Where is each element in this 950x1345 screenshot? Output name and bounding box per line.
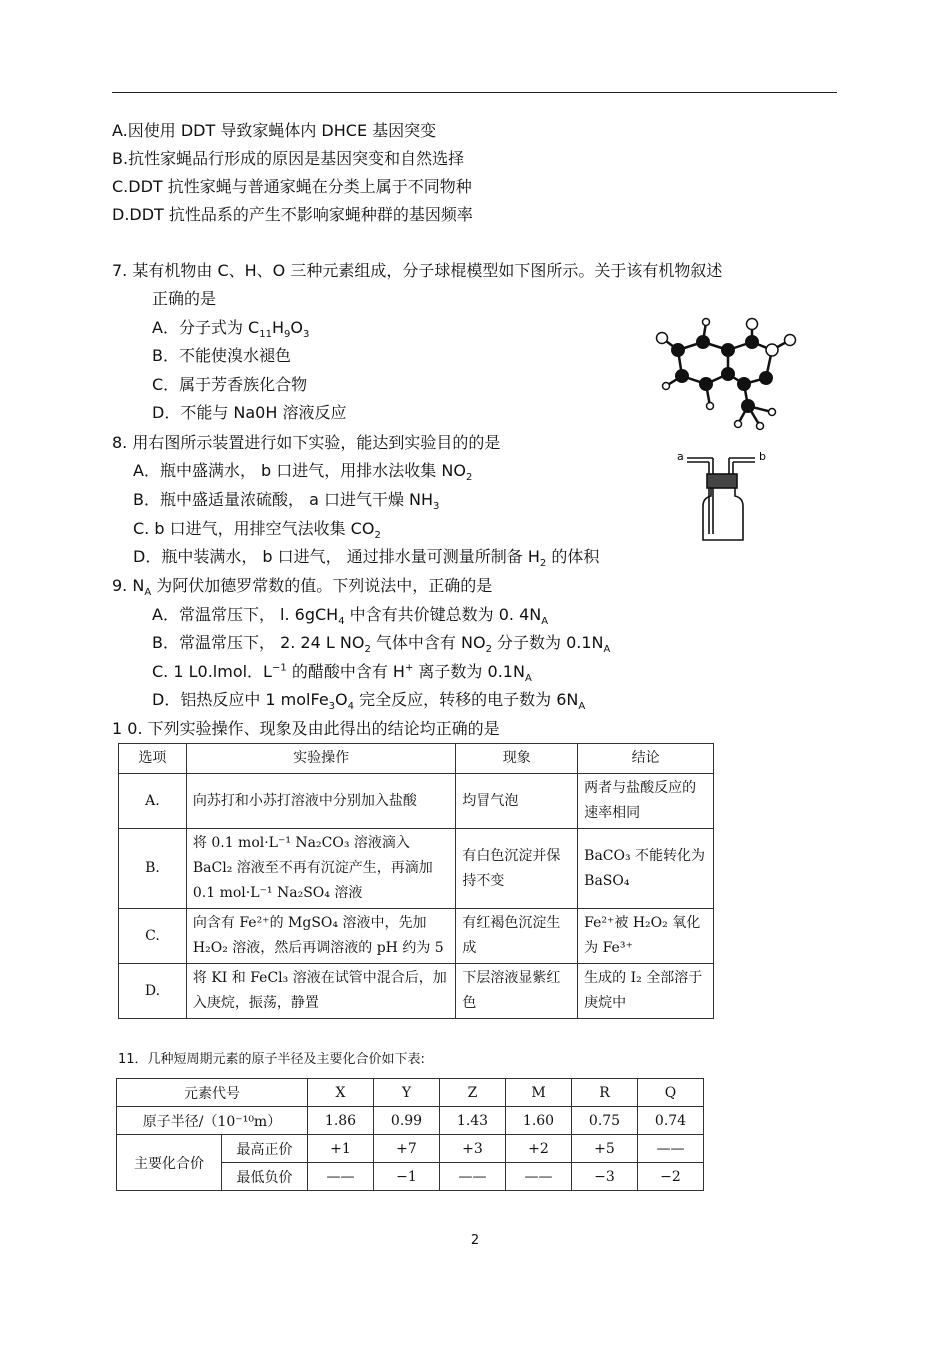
min-label: 最低负价: [222, 1163, 308, 1191]
q9-stem: 9. $N_A$ 为阿伏加德罗常数的值。下列说法中，正确的是: [112, 576, 493, 599]
molecule-ball-stick-figure: [648, 312, 808, 434]
min-cell: −2: [638, 1163, 704, 1191]
q7-option-a: A．分子式为 $C_{11}H_9O_3$: [152, 318, 310, 341]
max-cell: +7: [374, 1135, 440, 1163]
max-cell: +5: [572, 1135, 638, 1163]
min-cell: −1: [374, 1163, 440, 1191]
table-row: [119, 909, 714, 964]
code-cell: R: [572, 1079, 638, 1107]
q8-option-b: B．瓶中盛适量浓硫酸， a 口进气干燥 $NH_3$: [133, 490, 440, 513]
header-cell: 选项: [119, 744, 187, 774]
radius-cell: 1.60: [506, 1107, 572, 1135]
q10-table: [118, 743, 714, 1019]
option-cell: B.: [119, 829, 187, 909]
radius-cell: 1.43: [440, 1107, 506, 1135]
label-a: a: [677, 450, 684, 463]
q7-stem: 7. 某有机物由 C、H、O 三种元素组成，分子球棍模型如下图所示。关于该有机物叙述: [112, 261, 723, 280]
q9-option-a: A．常温常压下， l. 6gCH$_4$ 中含有共价键总数为 0. $4N_A$: [152, 605, 549, 628]
conclusion-cell: 生成的 I₂ 全部溶于庚烷中: [578, 964, 714, 1019]
operation-cell: 将 KI 和 FeCl₃ 溶液在试管中混合后，加入庚烷，振荡，静置: [186, 964, 456, 1019]
q8-option-c: C. b 口进气，用排空气法收集 $CO_2$: [133, 519, 381, 542]
max-label: 最高正价: [222, 1135, 308, 1163]
table-row: [119, 774, 714, 829]
max-cell: +3: [440, 1135, 506, 1163]
q7-option-b: B．不能使溴水褪色: [152, 346, 291, 365]
q10-stem: 1 0. 下列实验操作、现象及由此得出的结论均正确的是: [112, 719, 500, 738]
q11-table: [116, 1078, 704, 1191]
radius-label: 原子半径/（10⁻¹⁰m）: [117, 1107, 308, 1135]
radius-cell: 0.99: [374, 1107, 440, 1135]
max-cell: +1: [308, 1135, 374, 1163]
radius-cell: 1.86: [308, 1107, 374, 1135]
operation-cell: 将 0.1 mol·L⁻¹ Na₂CO₃ 溶液滴入 BaCl₂ 溶液至不再有沉淀产生，再滴加 0.1 mol·L⁻¹ Na₂SO₄ 溶液: [186, 829, 456, 909]
valence-label: 主要化合价: [117, 1135, 222, 1191]
phenomenon-cell: 有红褐色沉淀生成: [456, 909, 578, 964]
conclusion-cell: Fe²⁺被 H₂O₂ 氧化为 Fe³⁺: [578, 909, 714, 964]
conclusion-cell: BaCO₃ 不能转化为 BaSO₄: [578, 829, 714, 909]
option-cell: D.: [119, 964, 187, 1019]
radius-cell: 0.74: [638, 1107, 704, 1135]
conclusion-cell: 两者与盐酸反应的速率相同: [578, 774, 714, 829]
phenomenon-cell: 有白色沉淀并保持不变: [456, 829, 578, 909]
q8-stem: 8. 用右图所示装置进行如下实验，能达到实验目的的是: [112, 433, 501, 452]
table-header-row: [119, 744, 714, 774]
header-cell: 实验操作: [186, 744, 456, 774]
min-cell: −3: [572, 1163, 638, 1191]
table-row: [119, 829, 714, 909]
gas-bottle-figure: [675, 446, 775, 546]
phenomenon-cell: 均冒气泡: [456, 774, 578, 829]
q6-option-a: A.因使用 DDT 导致家蝇体内 DHCE 基因突变: [112, 121, 437, 140]
header-cell: 结论: [578, 744, 714, 774]
table-row: [117, 1135, 704, 1163]
phenomenon-cell: 下层溶液显紫红色: [456, 964, 578, 1019]
q6-option-b: B.抗性家蝇品行形成的原因是基因突变和自然选择: [112, 149, 465, 168]
max-cell: +2: [506, 1135, 572, 1163]
table-row: [117, 1079, 704, 1107]
code-cell: Q: [638, 1079, 704, 1107]
top-rule: [112, 92, 837, 93]
q11-stem: 11．几种短周期元素的原子半径及主要化合价如下表:: [118, 1052, 425, 1067]
min-cell: ——: [506, 1163, 572, 1191]
code-cell: X: [308, 1079, 374, 1107]
min-cell: ——: [308, 1163, 374, 1191]
code-cell: Z: [440, 1079, 506, 1107]
option-cell: C.: [119, 909, 187, 964]
q6-option-c: C.DDT 抗性家蝇与普通家蝇在分类上属于不同物种: [112, 177, 472, 196]
operation-cell: 向苏打和小苏打溶液中分别加入盐酸: [186, 774, 456, 829]
operation-cell: 向含有 Fe²⁺的 MgSO₄ 溶液中，先加 H₂O₂ 溶液，然后再调溶液的 pH 约为 5: [186, 909, 456, 964]
q7-stem-cont: 正确的是: [152, 289, 217, 308]
table-row: [117, 1107, 704, 1135]
max-cell: ——: [638, 1135, 704, 1163]
q9-option-c: C. 1 L0.lmol．$L^{-1}$ 的醋酸中含有 H+ 离子数为 $0.1N_A$: [152, 662, 532, 685]
page-number: 2: [470, 1233, 480, 1248]
header-cell: 现象: [456, 744, 578, 774]
option-cell: A.: [119, 774, 187, 829]
q7-option-d: D．不能与 Na0H 溶液反应: [152, 403, 347, 422]
table-row: [119, 964, 714, 1019]
code-cell: Y: [374, 1079, 440, 1107]
q9-option-d: D．铝热反应中 1 $molFe_3O_4$ 完全反应，转移的电子数为 $6N_A$: [152, 690, 586, 713]
q7-option-c: C．属于芳香族化合物: [152, 375, 308, 394]
code-cell: M: [506, 1079, 572, 1107]
q9-option-b: B．常温常压下， 2. 24 L $NO_2$ 气体中含有 $NO_2$ 分子数为 $0.1N_A$: [152, 633, 611, 656]
radius-cell: 0.75: [572, 1107, 638, 1135]
q8-option-d: D．瓶中装满水， b 口进气， 通过排水量可测量所制备 $H_2$ 的体积: [133, 547, 600, 570]
q8-option-a: A．瓶中盛满水， b 口进气，用排水法收集 $NO_2$: [133, 461, 473, 484]
min-cell: ——: [440, 1163, 506, 1191]
q6-option-d: D.DDT 抗性品系的产生不影响家蝇种群的基因频率: [112, 205, 473, 224]
code-label: 元素代号: [117, 1079, 308, 1107]
label-b: b: [759, 450, 766, 463]
